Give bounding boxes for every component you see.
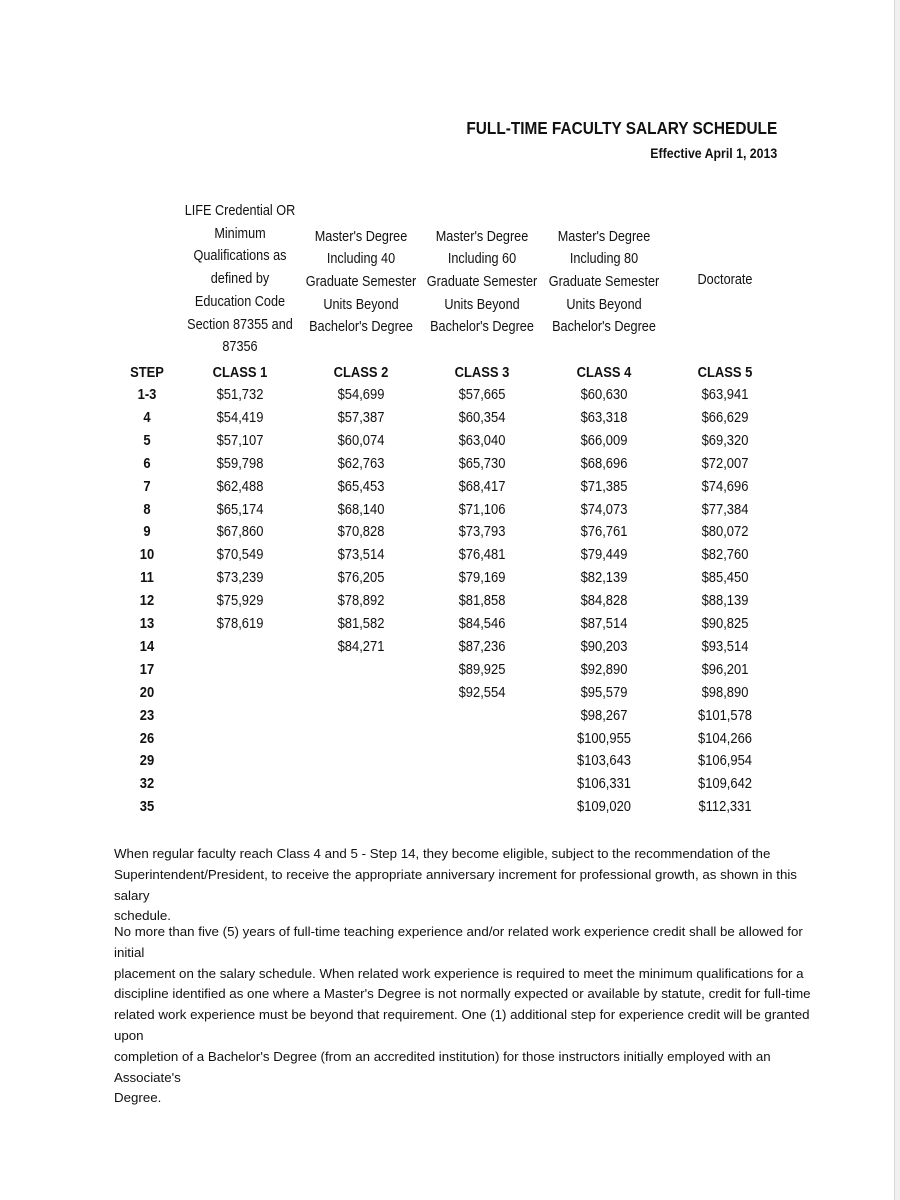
salary-cell: $73,514 bbox=[337, 547, 385, 564]
salary-cell: $51,732 bbox=[216, 387, 264, 403]
salary-cell: $60,354 bbox=[458, 409, 506, 426]
step-cell: 11 bbox=[140, 570, 154, 587]
salary-cell: $87,236 bbox=[458, 638, 506, 655]
step-cell: 10 bbox=[139, 547, 155, 564]
step-cell: 7 bbox=[143, 478, 151, 495]
column-description: Master's Degree Including 60 Graduate Semester Units Beyond Bachelor's Degree bbox=[426, 228, 538, 336]
salary-cell: $75,929 bbox=[216, 593, 264, 610]
class-header: CLASS 1 bbox=[212, 365, 268, 381]
salary-cell: $68,140 bbox=[337, 501, 385, 518]
salary-cell: $87,514 bbox=[580, 616, 628, 632]
step-cell: 5 bbox=[143, 432, 151, 449]
salary-cell: $84,828 bbox=[580, 593, 628, 610]
salary-cell: $67,860 bbox=[216, 524, 264, 541]
salary-cell: $59,798 bbox=[216, 455, 264, 472]
salary-cell: $90,825 bbox=[701, 616, 749, 632]
salary-cell: $79,169 bbox=[458, 570, 506, 587]
salary-cell: $65,174 bbox=[216, 501, 264, 518]
salary-cell: $71,106 bbox=[458, 501, 506, 518]
salary-cell: $84,271 bbox=[337, 638, 385, 655]
salary-cell: $82,760 bbox=[701, 547, 749, 564]
salary-cell: $78,619 bbox=[216, 616, 264, 632]
class-header: CLASS 3 bbox=[454, 365, 510, 381]
column-description: Master's Degree Including 80 Graduate Semester Units Beyond Bachelor's Degree bbox=[548, 228, 660, 336]
step-cell: 6 bbox=[143, 455, 151, 472]
salary-cell: $63,941 bbox=[701, 387, 749, 403]
step-cell: 8 bbox=[143, 501, 151, 518]
salary-cell: $57,665 bbox=[458, 387, 506, 403]
step-cell: 14 bbox=[139, 638, 155, 655]
salary-cell: $77,384 bbox=[701, 501, 749, 518]
salary-cell: $90,203 bbox=[580, 638, 628, 655]
salary-cell: $68,696 bbox=[580, 455, 628, 472]
salary-cell: $57,107 bbox=[216, 432, 264, 449]
salary-cell: $81,582 bbox=[337, 616, 385, 632]
salary-cell: $63,318 bbox=[580, 409, 628, 426]
note-line: Superintendent/President, to receive the appropriate anniversary increment for professional growth, as shown in this salary bbox=[114, 866, 797, 903]
note-line: discipline identified as one where a Master's Degree is not normally expected or available by statute, credit for full-time bbox=[114, 986, 811, 1002]
salary-cell: $70,549 bbox=[216, 547, 264, 564]
salary-cell: $80,072 bbox=[701, 524, 749, 541]
salary-cell: $98,890 bbox=[701, 684, 749, 701]
step-cell: 1-3 bbox=[137, 387, 157, 403]
salary-cell: $84,546 bbox=[458, 616, 506, 632]
salary-cell: $66,009 bbox=[580, 432, 628, 449]
salary-cell: $100,955 bbox=[576, 730, 632, 747]
note-line: Degree. bbox=[114, 1090, 162, 1106]
salary-cell: $76,205 bbox=[337, 570, 385, 587]
salary-cell: $93,514 bbox=[701, 638, 749, 655]
salary-cell: $81,858 bbox=[458, 593, 506, 610]
step-cell: 4 bbox=[143, 409, 151, 426]
note-line: related work experience must be beyond that requirement. One (1) additional step for experience credit will be granted upon bbox=[114, 1007, 810, 1043]
salary-cell: $92,554 bbox=[458, 684, 506, 701]
step-cell: 9 bbox=[143, 524, 151, 541]
note-line: When regular faculty reach Class 4 and 5 - Step 14, they become eligible, subject to the recommendation of the bbox=[114, 846, 771, 861]
salary-cell: $54,699 bbox=[337, 387, 385, 403]
note-paragraph-1 bbox=[114, 844, 814, 927]
note-line: No more than five (5) years of full-time teaching experience and/or related work experience credit shall be allowed for initial bbox=[114, 924, 803, 960]
salary-cell: $78,892 bbox=[337, 593, 385, 610]
step-cell: 12 bbox=[139, 593, 155, 610]
salary-cell: $79,449 bbox=[580, 547, 628, 564]
salary-cell: $103,643 bbox=[576, 753, 632, 770]
note-line: schedule. bbox=[114, 908, 171, 924]
column-description: Master's Degree Including 40 Graduate Semester Units Beyond Bachelor's Degree bbox=[305, 228, 417, 336]
step-cell: 29 bbox=[139, 753, 155, 770]
salary-cell: $76,761 bbox=[580, 524, 628, 541]
salary-cell: $65,453 bbox=[337, 478, 385, 495]
salary-cell: $109,020 bbox=[576, 799, 632, 816]
salary-cell: $96,201 bbox=[701, 661, 749, 678]
salary-cell: $73,793 bbox=[458, 524, 506, 541]
step-cell: 32 bbox=[139, 776, 155, 793]
salary-cell: $76,481 bbox=[458, 547, 506, 564]
class-header: CLASS 4 bbox=[576, 365, 632, 381]
salary-cell: $72,007 bbox=[701, 455, 749, 472]
class-header: CLASS 5 bbox=[697, 365, 753, 381]
salary-cell: $92,890 bbox=[580, 661, 628, 678]
step-cell: 13 bbox=[139, 616, 155, 632]
salary-cell: $112,331 bbox=[698, 799, 752, 816]
salary-cell: $63,040 bbox=[458, 432, 506, 449]
step-cell: 20 bbox=[139, 684, 155, 701]
salary-cell: $74,073 bbox=[580, 501, 628, 518]
salary-cell: $60,630 bbox=[580, 387, 628, 403]
effective-date: Effective April 1, 2013 bbox=[650, 145, 777, 161]
step-cell: 35 bbox=[139, 799, 155, 816]
salary-cell: $73,239 bbox=[216, 570, 264, 587]
salary-cell: $71,385 bbox=[580, 478, 628, 495]
note-line: placement on the salary schedule. When related work experience is required to meet the minimum qualifications for a bbox=[114, 965, 804, 981]
salary-cell: $54,419 bbox=[216, 409, 264, 426]
salary-cell: $74,696 bbox=[701, 478, 749, 495]
class-header: CLASS 2 bbox=[333, 365, 389, 381]
salary-cell: $62,488 bbox=[216, 478, 264, 495]
salary-cell: $98,267 bbox=[580, 707, 628, 724]
salary-cell: $57,387 bbox=[337, 409, 385, 426]
document-title: FULL-TIME FACULTY SALARY SCHEDULE bbox=[466, 118, 777, 138]
salary-cell: $82,139 bbox=[580, 570, 628, 587]
salary-cell: $85,450 bbox=[701, 570, 749, 587]
step-header: STEP bbox=[130, 365, 164, 381]
salary-cell: $62,763 bbox=[337, 455, 385, 472]
salary-cell: $101,578 bbox=[697, 707, 753, 724]
salary-cell: $68,417 bbox=[458, 478, 506, 495]
salary-cell: $89,925 bbox=[458, 661, 506, 678]
step-cell: 26 bbox=[139, 730, 155, 747]
salary-cell: $88,139 bbox=[701, 593, 749, 610]
note-paragraph-2 bbox=[114, 922, 814, 1109]
column-description: Doctorate bbox=[697, 272, 753, 288]
column-description: LIFE Credential OR Minimum Qualifications as defined by Education Code Section 87355 and 87356 bbox=[184, 203, 296, 356]
step-cell: 17 bbox=[139, 661, 155, 678]
salary-cell: $70,828 bbox=[337, 524, 385, 541]
salary-cell: $95,579 bbox=[580, 684, 628, 701]
salary-cell: $69,320 bbox=[701, 432, 749, 449]
salary-cell: $109,642 bbox=[697, 776, 753, 793]
salary-cell: $104,266 bbox=[697, 730, 753, 747]
step-cell: 23 bbox=[139, 707, 155, 724]
note-line: completion of a Bachelor's Degree (from an accredited institution) for those instructors initially employed with an Associate's bbox=[114, 1048, 771, 1085]
salary-cell: $65,730 bbox=[458, 455, 506, 472]
salary-cell: $106,954 bbox=[697, 753, 753, 770]
salary-cell: $60,074 bbox=[337, 432, 385, 449]
salary-cell: $66,629 bbox=[701, 409, 749, 426]
salary-cell: $106,331 bbox=[576, 776, 632, 793]
